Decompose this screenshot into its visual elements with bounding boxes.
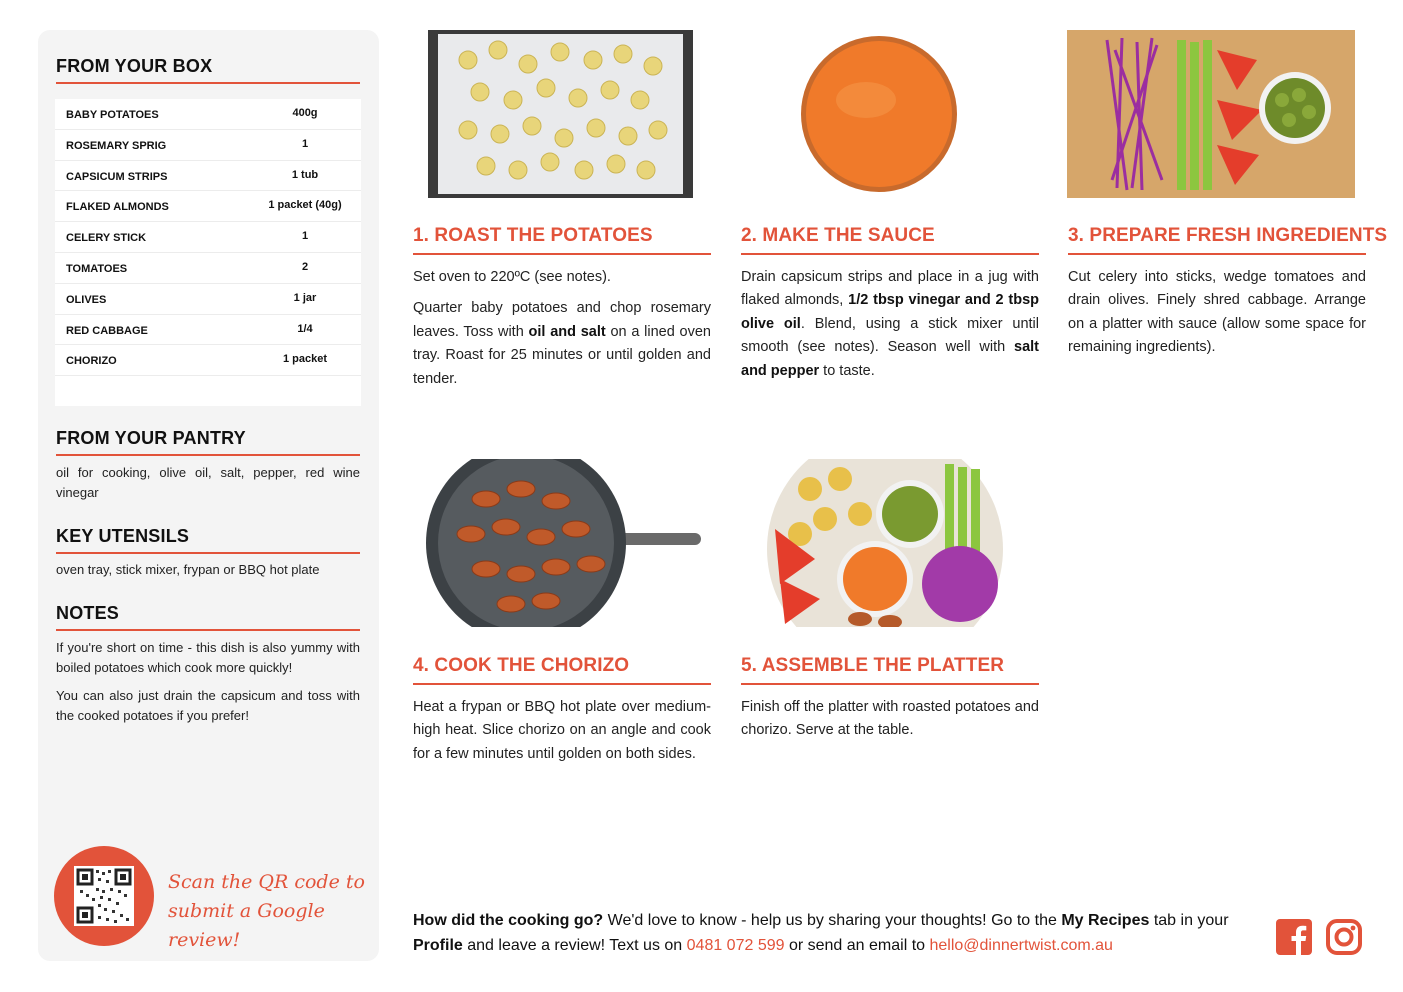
text-run: Quarter baby potatoes and chop rosemary leaves. Toss with bbox=[413, 300, 711, 340]
ingredient-name: TOMATOES bbox=[66, 262, 128, 275]
ingredient-qty: 1 packet bbox=[282, 353, 328, 366]
table-row bbox=[55, 130, 361, 161]
qr-caption-line: submit a Google review! bbox=[168, 900, 325, 951]
email-link[interactable]: hello@dinnertwist.com.au bbox=[929, 937, 1113, 954]
pantry-rule bbox=[56, 454, 360, 456]
ingredient-name: CAPSICUM STRIPS bbox=[66, 170, 168, 183]
pantry-title: FROM YOUR PANTRY bbox=[56, 428, 246, 448]
footer-profile: Profile bbox=[413, 937, 463, 954]
table-row bbox=[55, 161, 361, 192]
table-row bbox=[55, 222, 361, 253]
utensils-text: oven tray, stick mixer, frypan or BBQ hot plate bbox=[56, 562, 320, 577]
pantry-text: oil for cooking, olive oil, salt, pepper, red wine vinegar bbox=[56, 465, 360, 500]
ingredient-qty: 1 bbox=[301, 137, 309, 150]
notes-title: NOTES bbox=[56, 603, 120, 623]
text-bold: 1/2 tbsp vinegar and 2 tbsp olive oil bbox=[741, 292, 1039, 332]
text-run: Drain capsicum strips and place in a jug with flaked almonds, bbox=[741, 269, 1039, 309]
ingredient-qty: 1 bbox=[301, 230, 309, 243]
ingredient-name: BABY POTATOES bbox=[66, 109, 159, 121]
table-row bbox=[55, 345, 361, 376]
text-run: or send an email to bbox=[784, 937, 930, 954]
step-2-rule bbox=[741, 253, 1039, 255]
table-row bbox=[55, 191, 361, 222]
qr-badge[interactable] bbox=[54, 846, 154, 946]
utensils-title: KEY UTENSILS bbox=[56, 526, 190, 546]
text-run: . Blend, using a stick mixer until smooth (see notes). Season well with bbox=[741, 315, 1039, 356]
step-5-rule bbox=[741, 683, 1039, 685]
table-row bbox=[55, 284, 361, 315]
step-1-photo bbox=[428, 30, 693, 198]
step-4-title: 4. COOK THE CHORIZO bbox=[413, 655, 630, 676]
step-2-text bbox=[741, 266, 1039, 383]
ingredient-name: CHORIZO bbox=[66, 355, 117, 368]
step-3-body: Cut celery into sticks, wedge tomatoes and drain olives. Finely shred cabbage. Arrange on a platter with sauce (allow some space for remaining ingredients). bbox=[1068, 269, 1366, 356]
step-5-photo bbox=[740, 459, 1030, 627]
ingredient-name: RED CABBAGE bbox=[66, 324, 148, 337]
text-run: and leave a review! Text us on bbox=[462, 937, 687, 954]
step-4-rule bbox=[413, 683, 711, 685]
step-1-body bbox=[413, 266, 711, 399]
instagram-icon[interactable] bbox=[1326, 919, 1362, 955]
box-title: FROM YOUR BOX bbox=[56, 56, 213, 76]
box-rule bbox=[56, 82, 360, 84]
ingredient-qty: 1/4 bbox=[297, 322, 313, 335]
footer-text bbox=[413, 908, 1258, 958]
utensils-rule bbox=[56, 552, 360, 554]
ingredients-table bbox=[55, 99, 361, 406]
ingredient-name: OLIVES bbox=[66, 293, 107, 306]
step-2-photo bbox=[741, 30, 1031, 198]
step-1-rule bbox=[413, 253, 711, 255]
facebook-icon[interactable] bbox=[1276, 919, 1312, 955]
qr-caption bbox=[168, 868, 368, 955]
step-5-body: Finish off the platter with roasted potatoes and chorizo. Serve at the table. bbox=[741, 699, 1039, 739]
ingredient-name: ROSEMARY SPRIG bbox=[66, 139, 167, 152]
ingredient-qty: 2 bbox=[301, 260, 309, 273]
text-bold: oil and salt bbox=[528, 323, 606, 340]
text-run: on a lined oven tray. Roast for 25 minutes or until golden and tender. bbox=[413, 323, 711, 387]
table-row bbox=[55, 315, 361, 346]
step-3-title: 3. PREPARE FRESH INGREDIENTS bbox=[1068, 225, 1388, 246]
ingredient-qty: 400g bbox=[292, 107, 318, 119]
step-3-photo bbox=[1067, 30, 1355, 198]
qr-caption-line: Scan the QR code to bbox=[168, 871, 365, 893]
step-4-photo bbox=[426, 459, 702, 627]
text-run: tab in your bbox=[1149, 912, 1229, 929]
note-item: You can also just drain the capsicum and toss with the cooked potatoes if you prefer! bbox=[56, 688, 360, 723]
step-2-title: 2. MAKE THE SAUCE bbox=[741, 225, 935, 246]
step-3-rule bbox=[1068, 253, 1366, 255]
ingredient-qty: 1 tub bbox=[291, 168, 319, 181]
qr-code[interactable] bbox=[74, 866, 134, 926]
step-1-title: 1. ROAST THE POTATOES bbox=[413, 225, 653, 246]
step-1-text bbox=[413, 297, 711, 391]
text-run: We'd love to know - help us by sharing your thoughts! Go to the bbox=[603, 912, 1062, 929]
ingredient-qty: 1 jar bbox=[293, 291, 317, 304]
notes-rule bbox=[56, 629, 360, 631]
text-bold: salt and pepper bbox=[741, 339, 1039, 379]
phone-link[interactable]: 0481 072 599 bbox=[686, 937, 785, 954]
step-2-body bbox=[741, 266, 1039, 391]
footer-question: How did the cooking go? bbox=[413, 912, 604, 929]
step-5-title: 5. ASSEMBLE THE PLATTER bbox=[741, 655, 1005, 676]
text-run: to taste. bbox=[819, 362, 875, 379]
note-item: If you're short on time - this dish is also yummy with boiled potatoes which cook more quickly! bbox=[56, 640, 360, 675]
step-1-text: Set oven to 220ºC (see notes). bbox=[413, 269, 611, 285]
ingredient-qty: 1 packet (40g) bbox=[268, 199, 342, 212]
step-4-body: Heat a frypan or BBQ hot plate over medium-high heat. Slice chorizo on an angle and cook for a few minutes until golden on both sides. bbox=[413, 699, 711, 762]
sidebar bbox=[38, 30, 379, 961]
ingredient-name: FLAKED ALMONDS bbox=[66, 201, 169, 214]
table-row bbox=[55, 253, 361, 284]
ingredient-name: CELERY STICK bbox=[66, 232, 147, 245]
footer-my-recipes: My Recipes bbox=[1061, 912, 1150, 929]
table-row bbox=[55, 99, 361, 130]
